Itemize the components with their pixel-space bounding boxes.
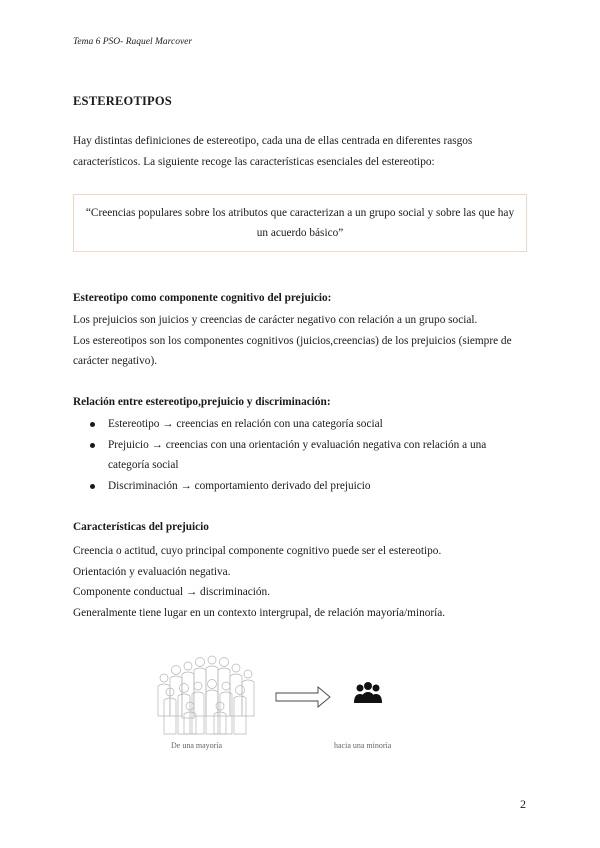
arrow-right-icon — [276, 687, 330, 707]
small-group-icon — [354, 682, 382, 703]
paragraph-line: Componente conductual → discriminación. — [73, 586, 271, 598]
definition-quote-box — [73, 194, 527, 252]
heading-prejudice-characteristics: Características del prejuicio — [73, 521, 209, 533]
page-number: 2 — [520, 797, 526, 811]
list-item: Discriminación → comportamiento derivado del prejuicio — [88, 476, 528, 497]
definition-quote: “Creencias populares sobre los atributos que caracterizan a un grupo social y sobre las que hay un acuerdo básico” — [85, 207, 515, 239]
figure-caption-right: hacia una minoría — [334, 741, 392, 750]
paragraph-line: Los estereotipos son los componentes cognitivos (juicios,creencias) de los prejuicios (siempre de carácter negativo). — [73, 334, 512, 367]
bullet-icon — [90, 484, 95, 489]
relationship-list — [88, 414, 528, 496]
heading-cognitive-component: Estereotipo como componente cognitivo del prejuicio: — [73, 292, 332, 304]
crowd-sketch-icon — [158, 656, 254, 734]
list-item: Estereotipo → creencias en relación con una categoría social — [88, 414, 528, 435]
section-title: ESTEREOTIPOS — [73, 94, 172, 108]
heading-relationship: Relación entre estereotipo,prejuicio y discriminación: — [73, 396, 331, 408]
figure-caption-left: De una mayoría — [171, 741, 223, 750]
bullet-icon — [90, 422, 95, 427]
cognitive-component-paragraph — [73, 310, 533, 372]
paragraph-line: Creencia o actitud, cuyo principal componente cognitivo puede ser el estereotipo. — [73, 545, 442, 557]
paragraph-line: Los prejuicios son juicios y creencias de carácter negativo con relación a un grupo social. — [73, 314, 478, 326]
bullet-icon — [90, 443, 95, 448]
list-item: Prejuicio → creencias con una orientación y evaluación negativa con relación a una categoría social — [88, 435, 528, 476]
intro-paragraph: Hay distintas definiciones de estereotipo, cada una de ellas centrada en diferentes rasgos característicos. La siguiente recoge las características esenciales del estereotipo: — [73, 135, 473, 168]
paragraph-line: Generalmente tiene lugar en un contexto intergrupal, de relación mayoría/minoría. — [73, 606, 446, 619]
paragraph-line: Orientación y evaluación negativa. — [73, 565, 231, 578]
prejudice-characteristics-paragraph — [73, 541, 533, 623]
page-header: Tema 6 PSO- Raquel Marcover — [73, 37, 193, 47]
